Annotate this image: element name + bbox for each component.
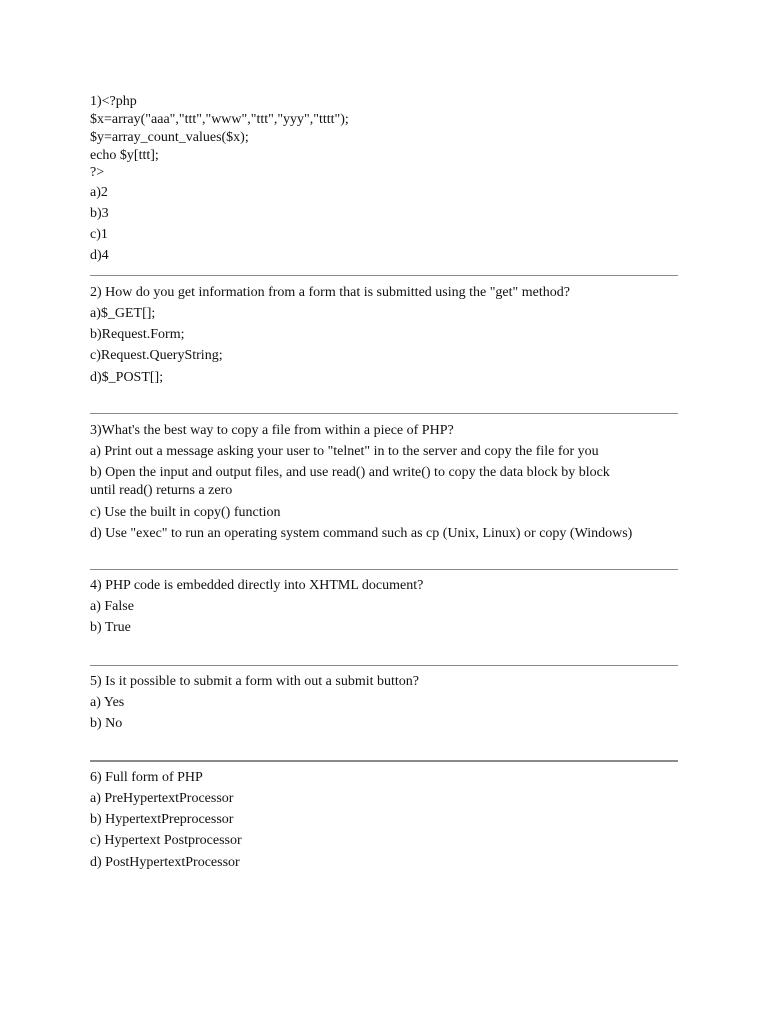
question-5-option-a: a) Yes: [90, 695, 125, 710]
question-5-option-b: b) No: [90, 716, 123, 731]
question-4-option-b: b) True: [90, 620, 131, 635]
question-6-option-d: d) PostHypertextProcessor: [90, 855, 240, 870]
question-6-text: 6) Full form of PHP: [90, 770, 203, 785]
question-3-option-c: c) Use the built in copy() function: [90, 505, 281, 520]
question-2-option-a: a)$_GET[];: [90, 306, 156, 321]
question-3-option-a: a) Print out a message asking your user to "telnet" in to the server and copy the file for you: [90, 444, 599, 459]
question-1-option-c: c)1: [90, 227, 108, 242]
question-3-option-b-continued: until read() returns a zero: [90, 483, 233, 498]
question-4-option-a: a) False: [90, 599, 134, 614]
question-1-option-d: d)4: [90, 248, 109, 263]
question-3-option-b: b) Open the input and output files, and use read() and write() to copy the data block by block: [90, 465, 610, 480]
question-1-code-line: echo $y[ttt];: [90, 148, 159, 163]
question-2-option-c: c)Request.QueryString;: [90, 348, 223, 363]
question-2: [90, 284, 690, 394]
question-1-code-line: $y=array_count_values($x);: [90, 130, 249, 145]
question-2-option-b: b)Request.Form;: [90, 327, 185, 342]
question-6-option-c: c) Hypertext Postprocessor: [90, 833, 242, 848]
question-1-option-a: a)2: [90, 185, 108, 200]
question-5-text: 5) Is it possible to submit a form with out a submit button?: [90, 674, 419, 689]
question-3: [90, 422, 690, 552]
question-6-option-b: b) HypertextPreprocessor: [90, 812, 234, 827]
question-4-text: 4) PHP code is embedded directly into XHTML document?: [90, 578, 424, 593]
separator: [90, 413, 678, 414]
question-1-code-line: $x=array("aaa","ttt","www","ttt","yyy","tttt");: [90, 112, 349, 127]
question-3-option-d: d) Use "exec" to run an operating system command such as cp (Unix, Linux) or copy (Windows): [90, 526, 633, 541]
separator: [90, 665, 678, 666]
question-1-option-b: b)3: [90, 206, 109, 221]
separator: [90, 275, 678, 276]
separator: [90, 569, 678, 570]
question-4: [90, 577, 690, 647]
question-6-option-a: a) PreHypertextProcessor: [90, 791, 234, 806]
question-5: [90, 673, 690, 743]
question-1: [90, 93, 690, 273]
question-2-option-d: d)$_POST[];: [90, 370, 164, 385]
question-1-code-line: 1)<?php: [90, 94, 137, 109]
separator: [90, 760, 678, 762]
question-3-text: 3)What's the best way to copy a file from within a piece of PHP?: [90, 423, 454, 438]
question-2-text: 2) How do you get information from a form that is submitted using the "get" method?: [90, 285, 570, 300]
question-1-code-line: ?>: [90, 165, 105, 180]
question-6: [90, 769, 690, 879]
